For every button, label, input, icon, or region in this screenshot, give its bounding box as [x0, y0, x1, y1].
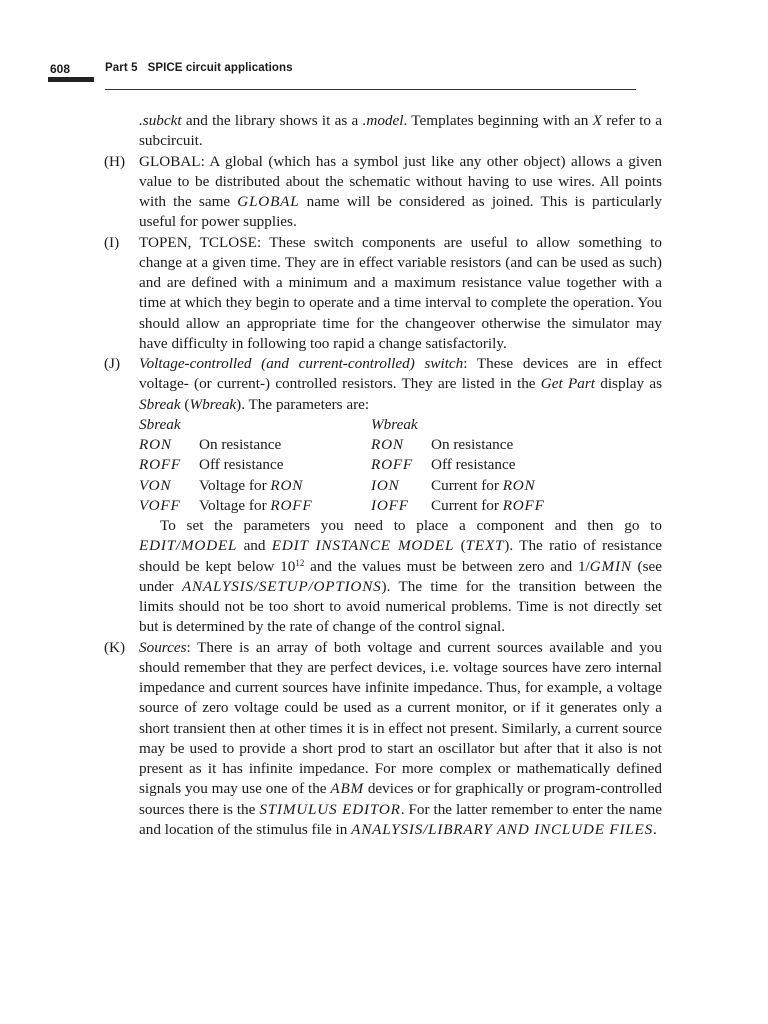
list-item-k: [104, 638, 662, 841]
item-i-text: TOPEN, TCLOSE: These switch components are useful to allow something to change at a given time. They are in effect variable resistors (and can be used as such) and are defined with a minimum and a maximum resistance value together with a time at which they begin to operate and a time interval to complete the operation. You should allow an appropriate time for the changeover otherwise the simulator may have difficulty in following too rapid a change satisfactorily.: [139, 233, 662, 352]
param-desc: Current for RON: [431, 476, 536, 494]
page-body: [104, 111, 662, 840]
param-desc: Off resistance: [199, 456, 284, 474]
param-desc: Voltage for RON: [199, 476, 304, 494]
sp-text-6: (see under: [139, 557, 662, 595]
intro-paragraph: [104, 111, 662, 152]
param-desc: Voltage for ROFF: [199, 496, 313, 514]
item-j-text-1: : These devices are in effect voltage- (or current-) controlled resistors. They are listed in the: [139, 355, 662, 393]
param-key: ROFF: [371, 456, 413, 474]
sp-text-4: ). The ratio of resistance should be kept below 10: [139, 537, 662, 575]
list-item-h: [104, 152, 662, 233]
param-key: ROFF: [139, 456, 181, 474]
param-key: RON: [371, 436, 404, 453]
item-j-em-switch: Voltage-controlled (and current-controlled) switch: [139, 355, 464, 372]
item-h-text-2: name will be considered as joined. This is particularly useful for power supplies.: [139, 193, 662, 231]
intro-em-subckt: .subckt: [139, 112, 182, 129]
sp-em-edit-instance: EDIT INSTANCE MODEL: [271, 537, 455, 555]
item-h-em-global: GLOBAL: [237, 193, 300, 210]
intro-text-3: refer to a subcircuit.: [139, 112, 662, 150]
param-key: ION: [371, 476, 400, 494]
item-h-label: (H): [104, 152, 126, 170]
item-k-text-4: .: [653, 820, 657, 838]
set-params-paragraph: [104, 516, 662, 638]
param-desc: Current for ROFF: [431, 496, 545, 514]
item-k-em-abm: ABM: [330, 780, 364, 798]
sp-em-edit-model: EDIT/MODEL: [139, 537, 238, 555]
sp-text-2: and: [237, 537, 272, 555]
item-k-em-sources: Sources: [139, 638, 187, 656]
item-j-em-getpart: Get Part: [540, 375, 595, 393]
table-row: [139, 455, 545, 475]
param-key: IOFF: [371, 496, 409, 514]
list-item-j: [104, 354, 662, 415]
sp-text-7: ). The time for the transition between the limits should not be too short to avoid numerical problems. Time is not directly set but is determined by the rate of change of the control signal.: [139, 577, 662, 636]
param-key: VON: [139, 476, 172, 494]
param-key: VOFF: [139, 496, 181, 514]
running-header: [105, 62, 293, 74]
item-k-text-2: devices or for graphically or program-controlled sources there is the: [139, 780, 662, 818]
parameter-table-header: [139, 415, 545, 435]
sp-em-gmin: GMIN: [589, 557, 632, 575]
param-desc: On resistance: [199, 436, 282, 453]
intro-em-model: .model: [362, 112, 404, 129]
item-k-text: [139, 638, 662, 841]
item-j-text-4: ). The parameters are:: [236, 395, 370, 413]
item-k-text-1: : There is an array of both voltage and current sources available and you should remember that they are perfect devices, i.e. voltage sources have zero internal impedance and current sources have infinite impedance. Thus, for example, a voltage source of zero voltage could be used as a current monitor, or if it generates only a short transient then at other times it is in effect not present. Similarly, a current source may be used to provide a short prod to start an oscillator but after that it also is not present as it has infinite impedance. For more complex or mathematically defined signals you may use one of the: [139, 638, 662, 798]
intro-em-x: X: [592, 112, 602, 129]
item-j-text-3: (: [180, 395, 190, 413]
sp-text-3: (: [454, 537, 466, 555]
item-h-text: [139, 152, 662, 233]
table-row: [139, 496, 545, 516]
sp-exponent: 12: [295, 557, 305, 568]
item-h-text-1: GLOBAL: A global (which has a symbol just like any other object) allows a given value to be distributed about the schematic without having to use wires. All points with the same: [139, 152, 662, 210]
part-label: Part 5: [105, 62, 138, 74]
item-j-text: [139, 354, 662, 415]
parameter-table: [139, 415, 545, 516]
page-number-bar: [48, 77, 94, 82]
page-number: 608: [50, 62, 71, 76]
sp-em-text: TEXT: [465, 537, 505, 555]
intro-text-2: . Templates beginning with an: [403, 112, 593, 129]
param-desc: On resistance: [431, 436, 514, 453]
item-j-text-2: display as: [594, 375, 663, 393]
header-rule: [105, 89, 636, 90]
param-key: RON: [139, 436, 172, 453]
sp-text-1: To set the parameters you need to place a component and then go to: [160, 517, 662, 534]
item-j-em-sbreak: Sbreak: [139, 395, 181, 413]
list-item-i: [104, 233, 662, 355]
sp-em-analysis: ANALYSIS/SETUP/OPTIONS: [181, 577, 382, 595]
param-desc: Off resistance: [431, 456, 516, 474]
item-k-em-analysis: ANALYSIS/LIBRARY AND INCLUDE FILES: [351, 820, 654, 838]
sbreak-title: Sbreak: [139, 415, 181, 433]
item-j-em-wbreak: Wbreak: [189, 395, 237, 413]
wbreak-title: Wbreak: [371, 415, 418, 433]
table-row: [139, 435, 545, 455]
item-k-label: (K): [104, 638, 126, 656]
item-k-em-stimulus: STIMULUS EDITOR: [259, 800, 401, 818]
section-title: SPICE circuit applications: [147, 62, 293, 74]
item-j-label: (J): [104, 355, 121, 372]
item-i-label: (I): [104, 233, 120, 251]
table-row: [139, 476, 545, 496]
item-k-text-3: . For the latter remember to enter the name and location of the stimulus file in: [139, 800, 662, 838]
intro-text-1: and the library shows it as a: [181, 112, 363, 129]
sp-text-5: and the values must be between zero and 1/: [304, 557, 590, 575]
